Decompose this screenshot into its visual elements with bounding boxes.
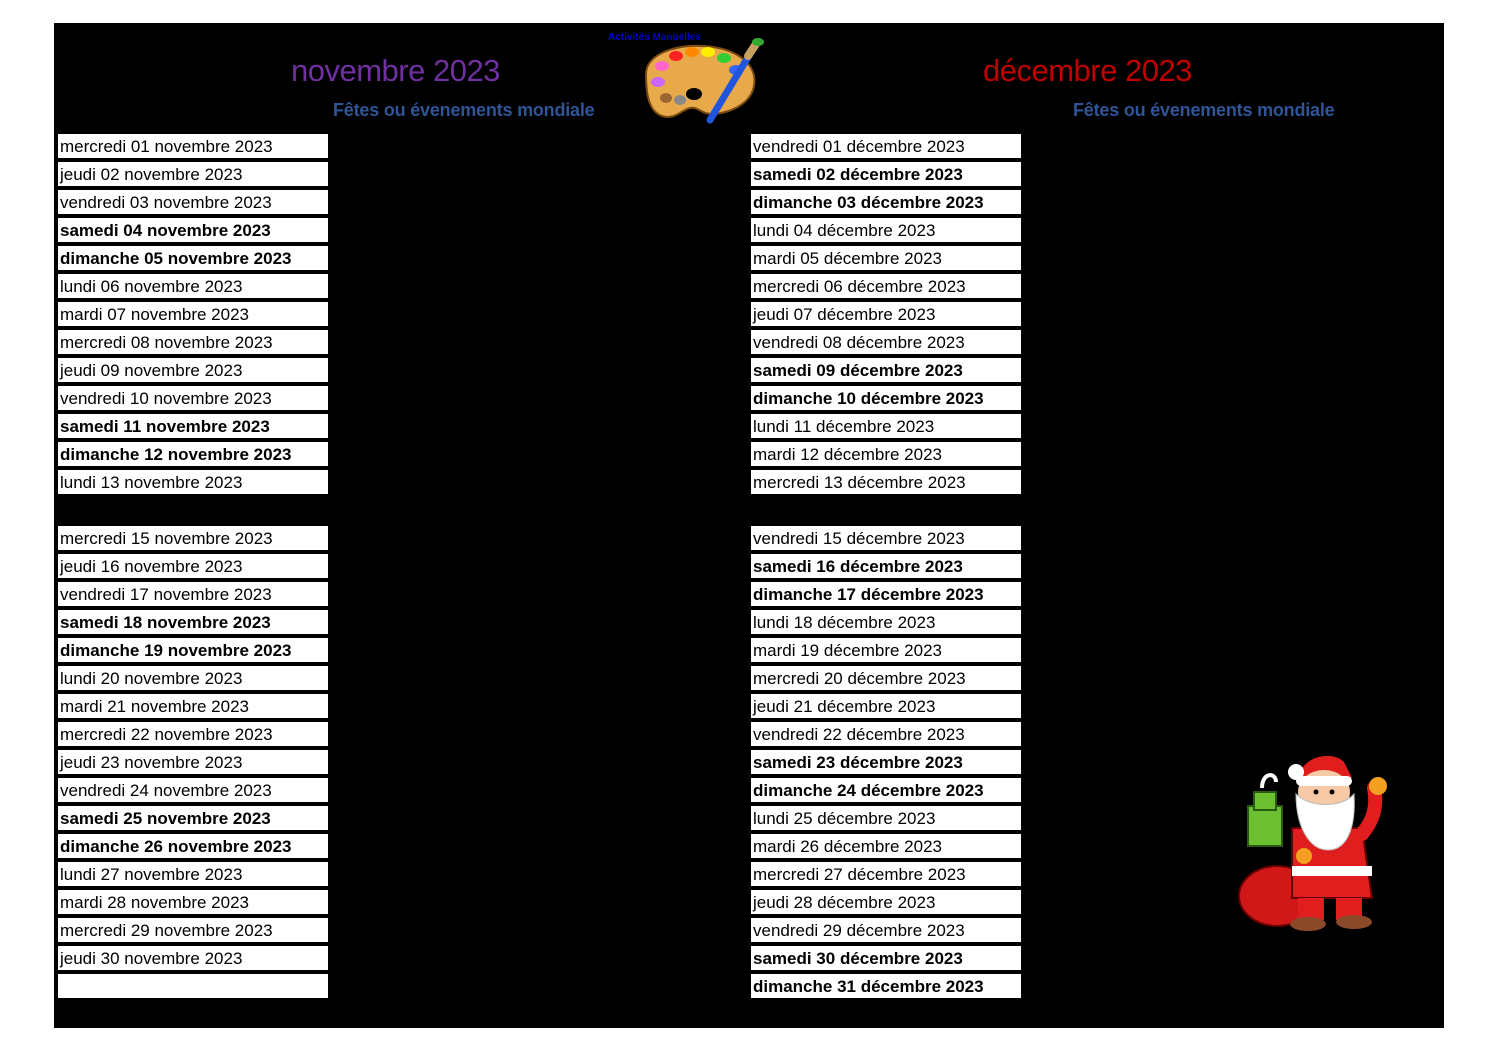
date-cell: jeudi 07 décembre 2023 (751, 302, 1021, 326)
date-cell: vendredi 29 décembre 2023 (751, 918, 1021, 942)
date-cell: dimanche 26 novembre 2023 (58, 834, 328, 858)
date-cell: dimanche 05 novembre 2023 (58, 246, 328, 270)
november-subtitle: Fêtes ou évenements mondiale (333, 100, 595, 120)
date-cell: lundi 27 novembre 2023 (58, 862, 328, 886)
november-title: novembre 2023 (291, 53, 500, 88)
december-subtitle: Fêtes ou évenements mondiale (1073, 100, 1335, 120)
november-column (58, 134, 328, 1002)
date-cell: mardi 19 décembre 2023 (751, 638, 1021, 662)
date-cell: mardi 28 novembre 2023 (58, 890, 328, 914)
december-column (751, 134, 1021, 1002)
date-cell: dimanche 31 décembre 2023 (751, 974, 1021, 998)
date-cell: samedi 16 décembre 2023 (751, 554, 1021, 578)
date-cell: lundi 13 novembre 2023 (58, 470, 328, 494)
date-cell: samedi 02 décembre 2023 (751, 162, 1021, 186)
date-cell: dimanche 17 décembre 2023 (751, 582, 1021, 606)
date-cell: vendredi 22 décembre 2023 (751, 722, 1021, 746)
date-cell: jeudi 23 novembre 2023 (58, 750, 328, 774)
date-cell: lundi 11 décembre 2023 (751, 414, 1021, 438)
date-cell: jeudi 28 décembre 2023 (751, 890, 1021, 914)
date-cell: mercredi 29 novembre 2023 (58, 918, 328, 942)
date-cell: mardi 12 décembre 2023 (751, 442, 1021, 466)
date-cell: samedi 04 novembre 2023 (58, 218, 328, 242)
november-block-2 (58, 526, 328, 998)
date-cell: mardi 26 décembre 2023 (751, 834, 1021, 858)
december-block-1 (751, 134, 1021, 494)
date-cell: lundi 25 décembre 2023 (751, 806, 1021, 830)
date-cell: jeudi 02 novembre 2023 (58, 162, 328, 186)
date-cell: jeudi 16 novembre 2023 (58, 554, 328, 578)
date-cell: mercredi 01 novembre 2023 (58, 134, 328, 158)
date-cell: vendredi 15 décembre 2023 (751, 526, 1021, 550)
date-cell: vendredi 01 décembre 2023 (751, 134, 1021, 158)
date-cell: dimanche 24 décembre 2023 (751, 778, 1021, 802)
date-cell: lundi 04 décembre 2023 (751, 218, 1021, 242)
date-cell: vendredi 08 décembre 2023 (751, 330, 1021, 354)
november-block-1 (58, 134, 328, 494)
date-cell: lundi 20 novembre 2023 (58, 666, 328, 690)
week-gap (58, 498, 328, 526)
date-cell: lundi 18 décembre 2023 (751, 610, 1021, 634)
date-cell: samedi 30 décembre 2023 (751, 946, 1021, 970)
date-cell: mardi 21 novembre 2023 (58, 694, 328, 718)
date-cell: samedi 11 novembre 2023 (58, 414, 328, 438)
date-cell: jeudi 21 décembre 2023 (751, 694, 1021, 718)
date-cell: mercredi 08 novembre 2023 (58, 330, 328, 354)
date-cell: jeudi 09 novembre 2023 (58, 358, 328, 382)
date-cell: lundi 06 novembre 2023 (58, 274, 328, 298)
santa-claus-icon (1232, 748, 1402, 933)
date-cell: dimanche 03 décembre 2023 (751, 190, 1021, 214)
date-cell: samedi 25 novembre 2023 (58, 806, 328, 830)
date-cell: mercredi 22 novembre 2023 (58, 722, 328, 746)
date-cell: mercredi 13 décembre 2023 (751, 470, 1021, 494)
date-cell: mardi 05 décembre 2023 (751, 246, 1021, 270)
date-cell: samedi 09 décembre 2023 (751, 358, 1021, 382)
december-block-2 (751, 526, 1021, 998)
date-cell: samedi 18 novembre 2023 (58, 610, 328, 634)
paint-palette-icon (636, 36, 770, 124)
logo-text: Activités Manuelles (608, 32, 701, 43)
date-cell: mercredi 20 décembre 2023 (751, 666, 1021, 690)
date-cell: vendredi 24 novembre 2023 (58, 778, 328, 802)
date-cell: dimanche 12 novembre 2023 (58, 442, 328, 466)
date-cell: dimanche 10 décembre 2023 (751, 386, 1021, 410)
date-cell: vendredi 10 novembre 2023 (58, 386, 328, 410)
date-cell: mardi 07 novembre 2023 (58, 302, 328, 326)
date-cell (58, 974, 328, 998)
date-cell: vendredi 03 novembre 2023 (58, 190, 328, 214)
date-cell: mercredi 06 décembre 2023 (751, 274, 1021, 298)
date-cell: mercredi 27 décembre 2023 (751, 862, 1021, 886)
week-gap (751, 498, 1021, 526)
december-title: décembre 2023 (983, 53, 1192, 88)
date-cell: mercredi 15 novembre 2023 (58, 526, 328, 550)
date-cell: jeudi 30 novembre 2023 (58, 946, 328, 970)
date-cell: samedi 23 décembre 2023 (751, 750, 1021, 774)
date-cell: dimanche 19 novembre 2023 (58, 638, 328, 662)
date-cell: vendredi 17 novembre 2023 (58, 582, 328, 606)
